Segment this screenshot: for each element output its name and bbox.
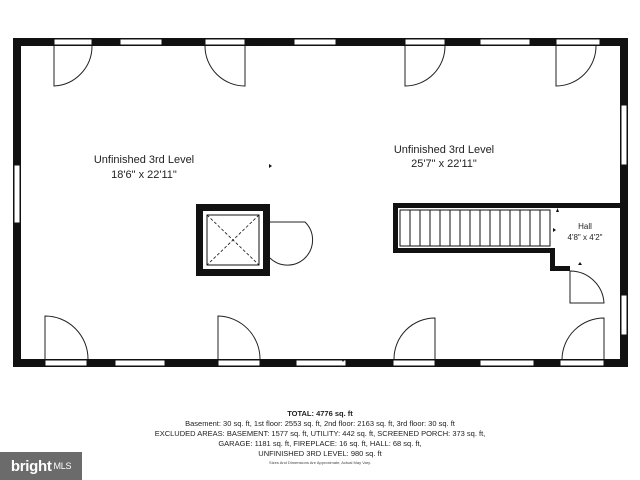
hall-door-swing: [570, 271, 604, 303]
summary-line-4: UNFINISHED 3RD LEVEL: 980 sq. ft: [258, 449, 382, 458]
door-swings-bottom: [45, 316, 604, 359]
left-room-dims: 18'6" x 22'11": [111, 169, 177, 181]
right-room-dims: 25'7" x 22'11": [411, 158, 477, 170]
summary-line-2: EXCLUDED AREAS: BASEMENT: 1577 sq. ft, UTILITY: 442 sq. ft, SCREENED PORCH: 373 sq. ft,: [154, 429, 486, 438]
wall-markers: [16, 42, 582, 362]
hall-dims: 4'8" x 4'2": [567, 233, 603, 242]
summary-line-1: Basement: 30 sq. ft, 1st floor: 2553 sq. ft, 2nd floor: 2163 sq. ft, 3rd floor: 30 sq. ft: [185, 419, 455, 428]
chimney: [196, 204, 313, 276]
summary-line-3: GARAGE: 1181 sq. ft, FIREPLACE: 16 sq. ft, HALL: 68 sq. ft,: [218, 439, 422, 448]
door-swings-top: [54, 46, 596, 86]
exterior-walls: [13, 38, 628, 367]
disclaimer: Sizes And Dimensions Are Approximate, Actual May Vary.: [269, 460, 371, 465]
bright-mls-logo: [0, 452, 82, 480]
stair-treads: [400, 210, 550, 246]
right-room-name: Unfinished 3rd Level: [393, 144, 495, 156]
windows-top: [54, 39, 600, 45]
logo-brand: bright: [10, 457, 52, 475]
left-room-name: Unfinished 3rd Level: [93, 154, 195, 166]
area-summary: [0, 409, 640, 467]
windows-bottom: [45, 360, 604, 366]
hall-name: Hall: [578, 222, 592, 231]
logo-suffix: MLS: [53, 461, 72, 471]
total-area: TOTAL: 4776 sq. ft: [287, 409, 353, 418]
windows-side: [14, 105, 627, 335]
